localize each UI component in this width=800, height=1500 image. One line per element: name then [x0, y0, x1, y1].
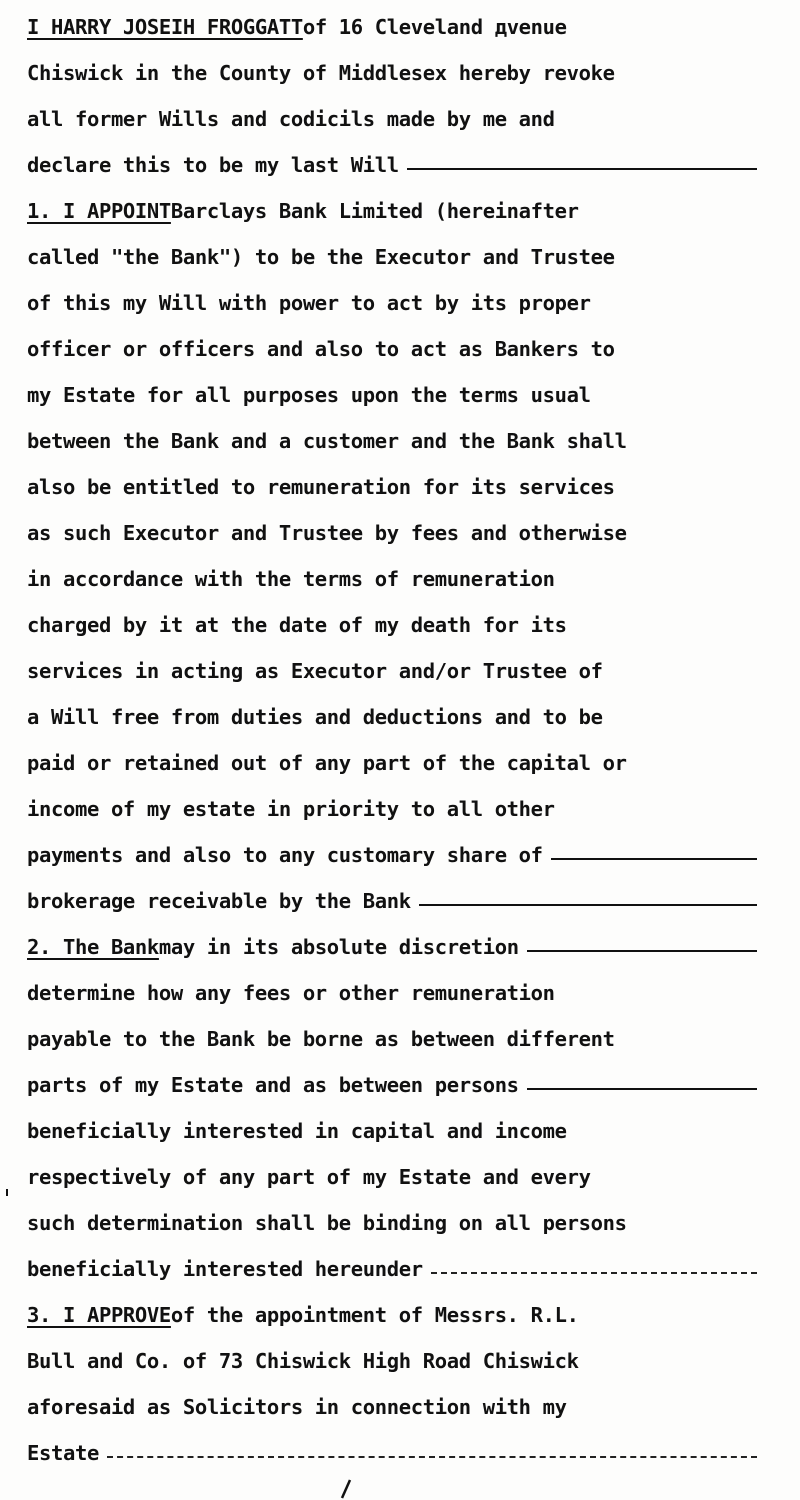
- filler-rule: [551, 858, 757, 860]
- text-line: [27, 1334, 757, 1380]
- line-text: declare this to be my last Will: [27, 152, 399, 177]
- text-line: [27, 414, 757, 460]
- text-line: [27, 368, 757, 414]
- line-text: services in acting as Executor and/or Trustee of: [27, 658, 603, 683]
- line-text: income of my estate in priority to all other: [27, 796, 555, 821]
- text-line: [27, 920, 757, 966]
- text-line: [27, 1196, 757, 1242]
- line-text: as such Executor and Trustee by fees and otherwise: [27, 520, 627, 545]
- text-line: [27, 184, 757, 230]
- line-text: Barclays Bank Limited (hereinafter: [170, 198, 579, 223]
- text-line: [27, 690, 757, 736]
- line-text: Bull and Co. of 73 Chiswick High Road Chiswick: [27, 1348, 579, 1373]
- text-line: [27, 1288, 757, 1334]
- line-text: also be entitled to remuneration for its services: [27, 474, 615, 499]
- text-line: [27, 138, 757, 184]
- clause-heading: 3. I APPROVE: [27, 1302, 171, 1327]
- text-line: [27, 1012, 757, 1058]
- text-line: [27, 276, 757, 322]
- line-text: officer or officers and also to act as Bankers to: [27, 336, 615, 361]
- filler-rule: [527, 950, 757, 952]
- line-text: such determination shall be binding on all persons: [27, 1210, 627, 1235]
- line-text: determine how any fees or other remuneration: [27, 980, 555, 1005]
- filler-rule: [527, 1088, 757, 1090]
- text-line: [27, 736, 757, 782]
- clause-heading: 2. The Bank: [27, 934, 159, 959]
- filler-rule: [407, 168, 757, 170]
- text-line: [27, 1426, 757, 1472]
- line-text: respectively of any part of my Estate and every: [27, 1164, 591, 1189]
- line-text: between the Bank and a customer and the Bank shall: [27, 428, 627, 453]
- text-line: [27, 1058, 757, 1104]
- text-line: [27, 92, 757, 138]
- text-line: [27, 598, 757, 644]
- line-text: beneficially interested hereunder: [27, 1256, 423, 1281]
- filler-rule: [431, 1272, 757, 1274]
- scan-mark: [4, 1188, 10, 1198]
- line-text: Estate: [27, 1440, 99, 1465]
- text-line: [27, 322, 757, 368]
- text-line: [27, 782, 757, 828]
- line-text: of 16 Cleveland дvenue: [302, 14, 567, 39]
- line-text: a Will free from duties and deductions and to be: [27, 704, 603, 729]
- line-text: in accordance with the terms of remuneration: [27, 566, 555, 591]
- text-line: [27, 230, 757, 276]
- testator-name: I HARRY JOSEIH FROGGATT: [27, 14, 303, 39]
- line-text: all former Wills and codicils made by me and: [27, 106, 555, 131]
- line-text: payments and also to any customary share of: [27, 842, 543, 867]
- text-line: [27, 1150, 757, 1196]
- text-line: [27, 460, 757, 506]
- filler-rule: [419, 904, 757, 906]
- text-line: [27, 966, 757, 1012]
- text-line: [27, 506, 757, 552]
- line-text: aforesaid as Solicitors in connection with my: [27, 1394, 567, 1419]
- text-line: [27, 1104, 757, 1150]
- text-line: [27, 0, 757, 46]
- line-text: my Estate for all purposes upon the terms usual: [27, 382, 591, 407]
- line-text: called "the Bank") to be the Executor and Trustee: [27, 244, 615, 269]
- line-text: Chiswick in the County of Middlesex hereby revoke: [27, 60, 615, 85]
- text-line: [27, 828, 757, 874]
- line-text: may in its absolute discretion: [158, 934, 519, 959]
- line-text: payable to the Bank be borne as between different: [27, 1026, 615, 1051]
- clause-heading: 1. I APPOINT: [27, 198, 171, 223]
- line-text: brokerage receivable by the Bank: [27, 888, 411, 913]
- text-line: [27, 552, 757, 598]
- text-line: [27, 644, 757, 690]
- line-text: parts of my Estate and as between persons: [27, 1072, 519, 1097]
- line-text: of the appointment of Messrs. R.L.: [170, 1302, 579, 1327]
- line-text: paid or retained out of any part of the capital or: [27, 750, 627, 775]
- line-text: beneficially interested in capital and income: [27, 1118, 567, 1143]
- line-text: charged by it at the date of my death for its: [27, 612, 567, 637]
- text-line: [27, 1242, 757, 1288]
- filler-rule: [107, 1456, 757, 1458]
- line-text: of this my Will with power to act by its proper: [27, 290, 591, 315]
- text-line: [27, 874, 757, 920]
- scan-mark: [338, 1478, 354, 1500]
- text-line: [27, 46, 757, 92]
- text-line: [27, 1380, 757, 1426]
